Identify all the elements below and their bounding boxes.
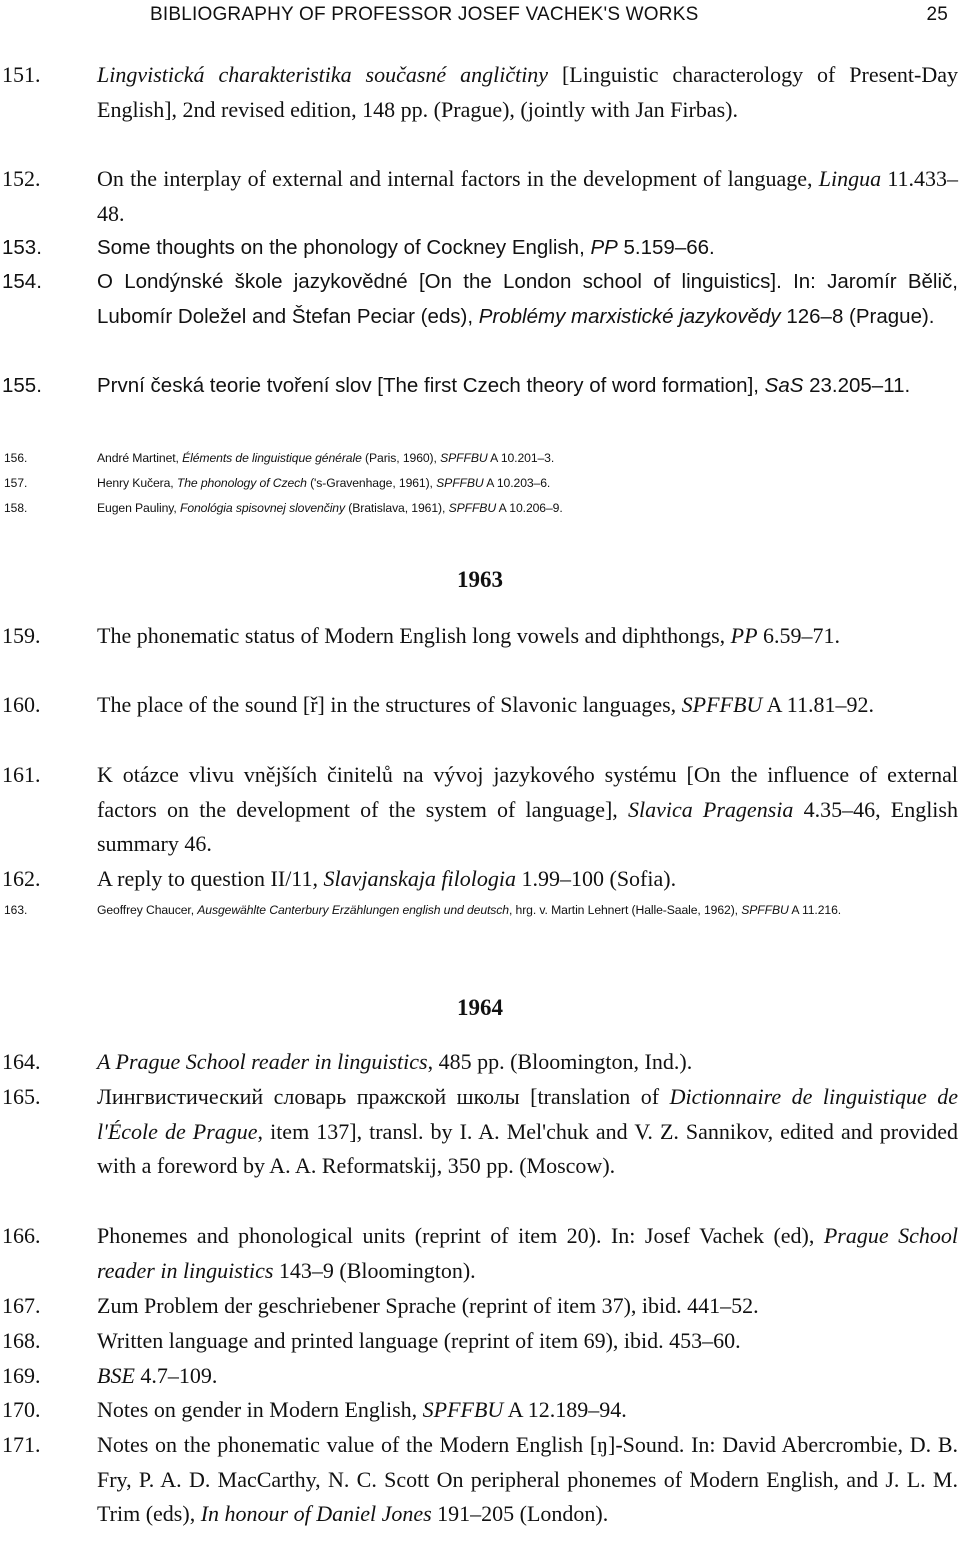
entry-text: A Prague School reader in linguistics, 485 pp. (Bloomington, Ind.).	[97, 1049, 693, 1074]
entry-text: Лингвистический словарь пражской школы [translation of Dictionnaire de linguistique de l'École de Prague, item 137], transl. by I. A. Mel'chuk and V. Z. Sannikov, edited and provided with a foreword by A. A. Reformatskij, 350 pp. (Moscow).	[97, 1084, 958, 1178]
entry-number: 152.	[2, 166, 41, 191]
entry-number: 159.	[2, 623, 41, 648]
entry-number: 151.	[2, 62, 41, 87]
entry-number: 165.	[2, 1084, 41, 1109]
entry-number: 171.	[2, 1432, 41, 1457]
entry-text: O Londýnské škole jazykovědné [On the London school of linguistics]. In: Jaromír Bělič, Lubomír Doležel and Štefan Peciar (eds), Problémy marxistické jazykovědy 126–8 (Prague).	[97, 270, 958, 328]
page-number: 25	[926, 4, 948, 25]
entry-text: The place of the sound [ř] in the structures of Slavonic languages, SPFFBU A 11.81–92.	[97, 692, 874, 717]
entry-text: K otázce vlivu vnějších činitelů na vývoj jazykového systému [On the influence of external factors on the development of the system of language], Slavica Pragensia 4.35–46, English summary 46.	[97, 762, 958, 856]
entry-number: 163.	[4, 903, 28, 917]
entry-number: 160.	[2, 692, 41, 717]
running-head	[150, 4, 948, 30]
entry-text: Notes on the phonematic value of the Modern English [ŋ]-Sound. In: David Abercrombie, D. B. Fry, P. A. D. MacCarthy, N. C. Scott On peripheral phonemes of Modern English, and J. L. M. Trim (eds), In honour of Daniel Jones 191–205 (London).	[97, 1432, 958, 1526]
entry-text: A reply to question II/11, Slavjanskaja filologia 1.99–100 (Sofia).	[97, 866, 677, 891]
entry-number: 164.	[2, 1049, 41, 1074]
entry-text: André Martinet, Éléments de linguistique générale (Paris, 1960), SPFFBU A 10.201–3.	[97, 451, 555, 465]
entry-number: 154.	[2, 270, 42, 293]
entry-text: Lingvistická charakteristika současné angličtiny [Linguistic characterology of Present-Day English], 2nd revised edition, 148 pp. (Prague), (jointly with Jan Firbas).	[97, 62, 958, 122]
entry-number: 155.	[2, 374, 42, 397]
entry-number: 156.	[4, 451, 28, 465]
entry-number: 169.	[2, 1363, 41, 1388]
entry-text: Phonemes and phonological units (reprint of item 20). In: Josef Vachek (ed), Prague School reader in linguistics 143–9 (Bloomington).	[97, 1223, 958, 1283]
entry-text: Henry Kučera, The phonology of Czech ('s-Gravenhage, 1961), SPFFBU A 10.203–6.	[97, 476, 551, 490]
entry-text: On the interplay of external and internal factors in the development of language, Lingua 11.433–48.	[97, 166, 959, 226]
entry-text: Zum Problem der geschriebener Sprache (reprint of item 37), ibid. 441–52.	[97, 1293, 759, 1318]
year-heading-1964: 1964	[457, 995, 503, 1020]
running-head-title: BIBLIOGRAPHY OF PROFESSOR JOSEF VACHEK'S WORKS	[150, 4, 699, 25]
entry-text: Geoffrey Chaucer, Ausgewählte Canterbury Erzählungen english und deutsch, hrg. v. Martin Lehnert (Halle-Saale, 1962), SPFFBU A 11.216.	[97, 903, 842, 917]
entry-number: 168.	[2, 1328, 41, 1353]
entry-number: 161.	[2, 762, 41, 787]
entry-number: 166.	[2, 1223, 41, 1248]
entry-number: 153.	[2, 236, 42, 259]
entry-text: První česká teorie tvoření slov [The first Czech theory of word formation], SaS 23.205–11.	[97, 374, 911, 397]
entry-text: BSE 4.7–109.	[97, 1363, 218, 1388]
entry-text: The phonematic status of Modern English long vowels and diphthongs, PP 6.59–71.	[97, 623, 841, 648]
entry-number: 170.	[2, 1397, 41, 1422]
entry-number: 162.	[2, 866, 41, 891]
entry-text: Notes on gender in Modern English, SPFFBU A 12.189–94.	[97, 1397, 627, 1422]
entry-number: 158.	[4, 501, 28, 515]
entry-text: Some thoughts on the phonology of Cockney English, PP 5.159–66.	[97, 236, 715, 259]
year-heading-1963: 1963	[457, 567, 503, 592]
entry-text: Written language and printed language (reprint of item 69), ibid. 453–60.	[97, 1328, 741, 1353]
entry-text: Eugen Pauliny, Fonológia spisovnej slovenčiny (Bratislava, 1961), SPFFBU A 10.206–9.	[97, 501, 563, 515]
entry-number: 167.	[2, 1293, 41, 1318]
entry-number: 157.	[4, 476, 28, 490]
